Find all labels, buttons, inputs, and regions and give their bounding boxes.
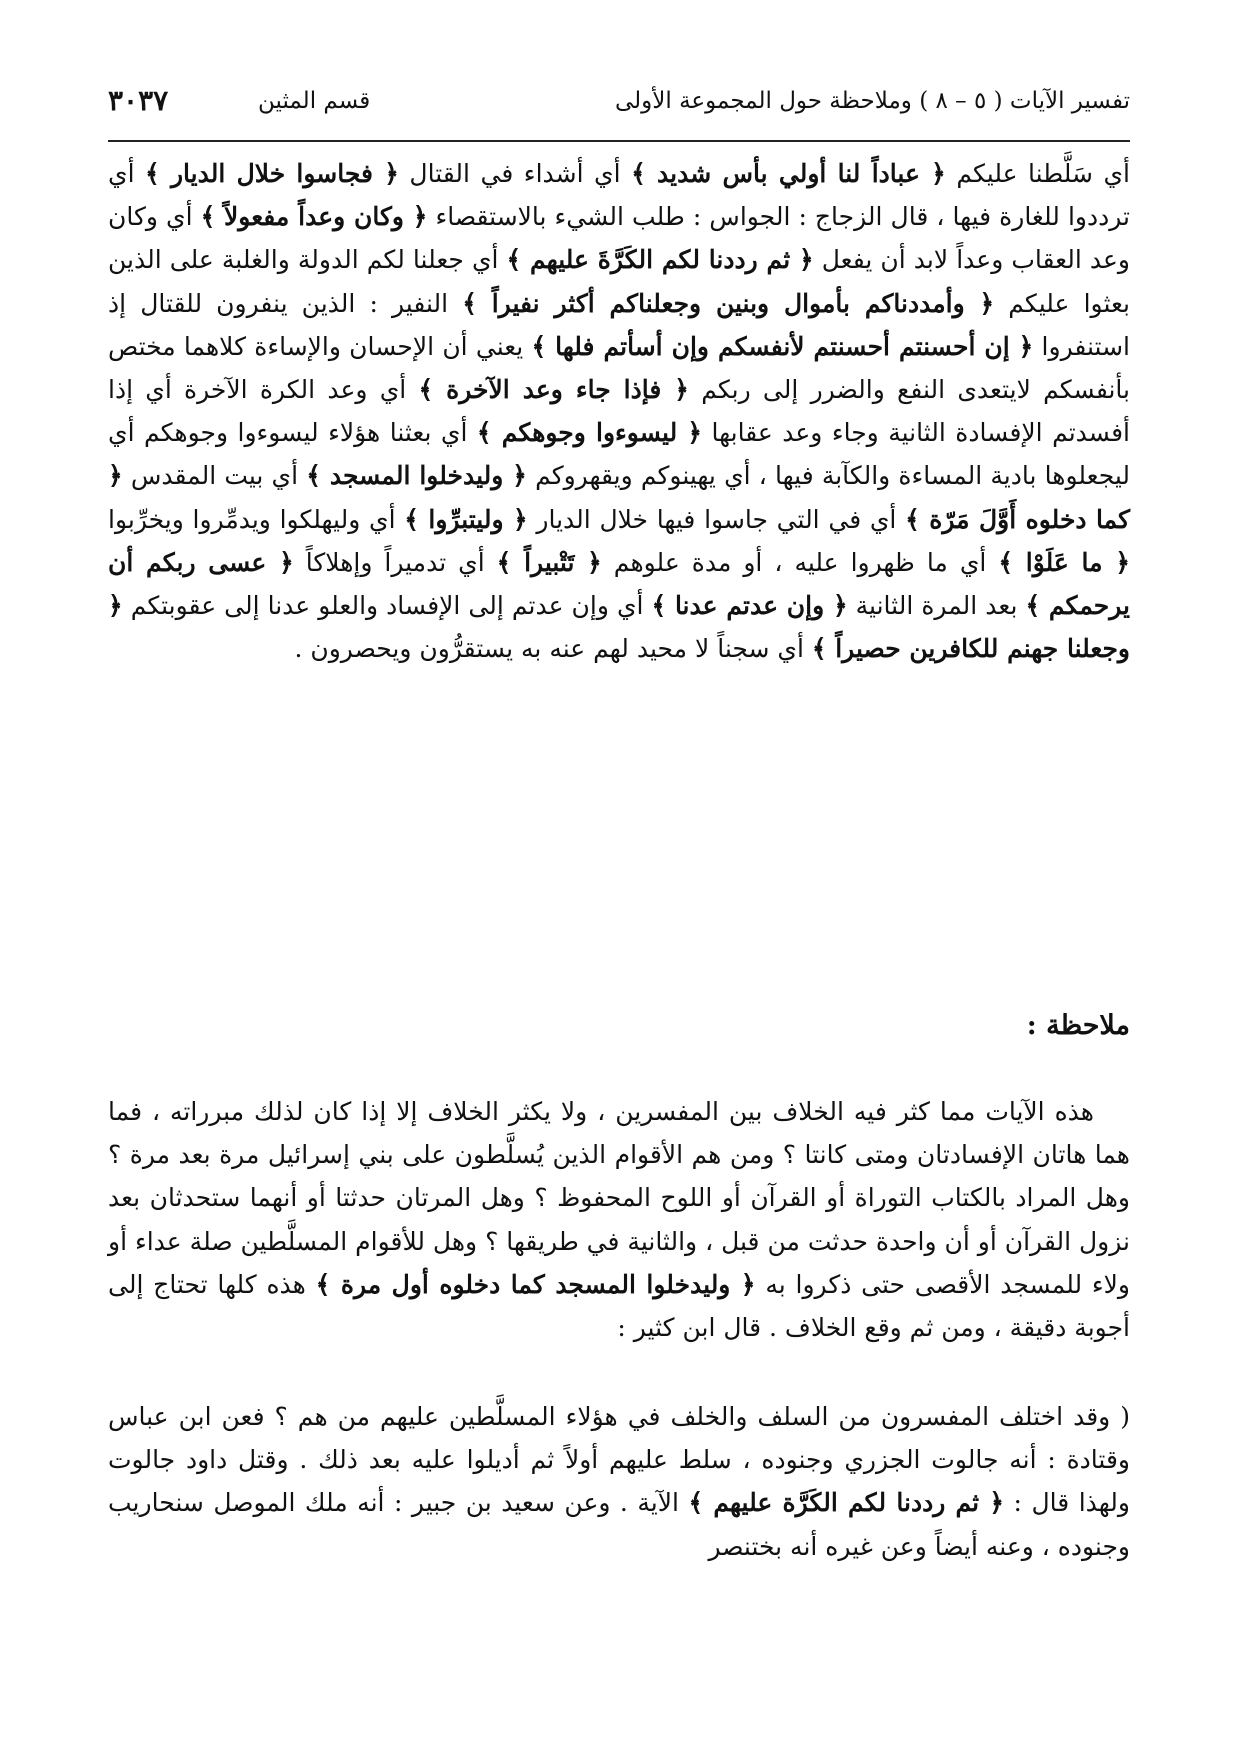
running-title: تفسير الآيات ( ٥ – ٨ ) وملاحظة حول المجموعة الأولى [615,88,1130,114]
quran-verse: ﴿ وليتبرِّوا ﴾ [404,504,528,534]
page-number: ٣٠٣٧ [108,84,169,117]
quran-verse: ﴿ فجاسوا خلال الديار ﴾ [145,159,399,188]
quran-verse: ﴿ وأمددناكم بأموال وبنين وجعلناكم أكثر نفيراً ﴾ [462,288,995,318]
text-run: أي وعد الكرة الآخرة أي إذا أفسدتم الإفسادة الثانية وجاء وعد عقابها [108,375,1130,448]
text-run: بعد المرة الثانية [847,591,1026,621]
text-run: أي وليهلكوا ويدمِّروا ويخرِّبوا [108,504,405,534]
quran-verse: ﴿ وكان وعداً مفعولاً ﴾ [200,202,428,232]
text-run: أي أشداء في القتال [398,159,632,188]
text-run: ( وقد اختلف المفسرون من السلف والخلف في هؤلاء المسلَّطين عليهم من هم ؟ فعن ابن عباس وقتادة : أنه جالوت الجزري وجنوده ، سلط عليهم أولاً ثم أديلوا عليه بعد ذلك . وقتل داود جالوت ولهذا قال : [108,1402,1130,1518]
text-run: أي وإن عدتم إلى الإفساد والعلو عدنا إلى عقوبتكم [122,591,652,621]
quran-verse: ﴿ تَتْبيراً ﴾ [496,547,602,577]
quran-verse: ﴿ إن أحسنتم أحسنتم لأنفسكم وإن أسأتم فلها ﴾ [531,331,1034,361]
text-run: أي ما ظهروا عليه ، أو مدة علوهم [601,547,999,577]
text-run: هذه كلها تحتاج إلى أجوبة دقيقة ، ومن ثم وقع الخلاف . قال ابن كثير : [108,1269,1130,1343]
text-run: أي سَلَّطنا عليكم [945,159,1130,188]
text-run: يعني أن الإحسان والإساءة كلاهما مختص بأنفسكم لايتعدى النفع والضرر إلى ربكم [108,331,1131,405]
quran-verse: ﴿ كما دخلوه أَوَّلَ مَرّة ﴾ [108,461,1131,534]
commentary-paragraph [108,152,1130,670]
quran-verse: ﴿ ثم رددنا لكم الكَرَّةَ عليهم ﴾ [506,245,814,275]
text-run: أي بعثنا هؤلاء ليسوءوا وجوهكم أي ليجعلوها بادية المساءة والكآبة فيها ، أي يهينوكم ويقهروكم [108,418,1130,491]
quran-verse: ﴿ ثم رددنا لكم الكَرَّة عليهم ﴾ [688,1488,1005,1518]
quran-verse: ﴿ وإن عدتم عدنا ﴾ [651,591,848,621]
text-run: أي تدميراً وإهلاكاً [293,547,497,577]
quran-verse: ﴿ فإذا جاء وعد الآخرة ﴾ [418,375,689,405]
quran-verse: ﴿ ما عَلَوْا ﴾ [998,547,1130,577]
text-run: النفير : الذين ينفرون للقتال إذ استنفروا [108,288,1130,361]
quote-paragraph [108,1395,1130,1568]
note-paragraph [108,1090,1130,1349]
quran-verse: ﴿ عسى ربكم أن يرحمكم ﴾ [108,547,1130,621]
text-run: أي جعلنا لكم الدولة والغلبة على الذين بعثوا عليكم [108,245,1131,318]
section-name: قسم المثين [258,88,371,114]
page-header [108,78,1130,142]
text-run: أي بيت المقدس [122,461,307,491]
quran-verse: ﴿ عباداً لنا أولي بأس شديد ﴾ [631,159,946,188]
quran-verse: ﴿ وليدخلوا المسجد كما دخلوه أول مرة ﴾ [315,1269,756,1299]
text-run: أي في التي جاسوا فيها خلال الديار [527,504,906,534]
note-heading: ملاحظة : [1026,1010,1130,1041]
text-run: أي ترددوا للغارة فيها ، قال الزجاج : الجواس : طلب الشيء بالاستقصاء [108,159,1130,232]
quran-verse: ﴿ وليدخلوا المسجد ﴾ [306,461,527,491]
text-run: هذه الآيات مما كثر فيه الخلاف بين المفسرين ، ولا يكثر الخلاف إلا إذا كان لذلك مبرراته ، فما هما هاتان الإفسادتان ومتى كانتا ؟ ومن هم الأقوام الذين يُسلَّطون على بني إسرائيل مرة بعد مرة ؟ وهل المراد بالكتاب التوراة أو القرآن أو اللوح المحفوظ ؟ وهل المرتان حدثتا أو أنهما ستحدثان بعد نزول القرآن أو أن واحدة حدثت من قبل ، والثانية في طريقها ؟ وهل للأقوام المسلَّطين صلة عداء أو ولاء للمسجد الأقصى حتى ذكروا به [108,1097,1130,1299]
text-run: أي وكان وعد العقاب وعداً لابد أن يفعل [108,202,1130,275]
text-run: أي سجناً لا محيد لهم عنه به يستقرُّون ويحصرون . [294,634,812,664]
quran-verse: ﴿ ليسوءوا وجوهكم ﴾ [476,418,703,448]
text-run: الآية . وعن سعيد بن جبير : أنه ملك الموصل سنحاريب وجنوده ، وعنه أيضاً وعن غيره أنه بختنصر [108,1488,1130,1561]
quran-verse: ﴿ وجعلنا جهنم للكافرين حصيراً ﴾ [108,591,1130,664]
